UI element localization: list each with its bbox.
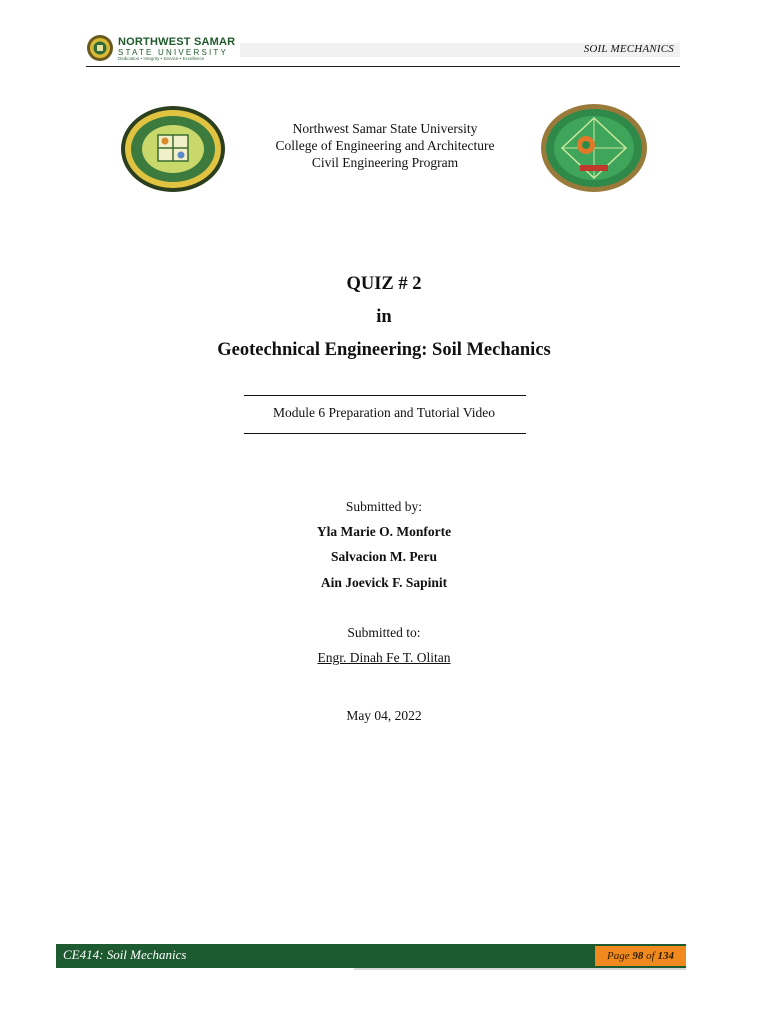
header-logo-subtitle: STATE UNIVERSITY	[118, 48, 229, 57]
page-current: 98	[632, 950, 644, 962]
header-logo-name: NORTHWEST SAMAR	[118, 36, 236, 48]
university-name: Northwest Samar State University	[292, 121, 478, 136]
title-in: in	[376, 307, 392, 327]
header-course-title: SOIL MECHANICS	[583, 43, 674, 55]
footer-shadow-line	[354, 968, 686, 970]
footer-course: CE414: Soil Mechanics	[63, 947, 187, 962]
header-logo-motto: Dedication • Integrity • Service • Excellence	[118, 56, 205, 61]
submitter-name: Yla Marie O. Monforte	[316, 524, 452, 539]
submitted-to-label: Submitted to:	[347, 625, 421, 640]
module-rule-top	[244, 395, 526, 396]
header-divider	[86, 66, 680, 67]
header-university-logo	[86, 34, 238, 64]
page-word: Page	[607, 950, 630, 962]
institution-block	[200, 120, 570, 171]
university-seal-small-icon	[86, 34, 114, 62]
instructor-name: Engr. Dinah Fe T. Olitan	[317, 650, 451, 665]
page-number-badge	[595, 946, 686, 966]
college-seal-icon	[540, 103, 648, 193]
quiz-title: QUIZ # 2	[346, 274, 422, 294]
submitted-by-label: Submitted by:	[345, 499, 423, 514]
submitter-name: Ain Joevick F. Sapinit	[320, 575, 448, 590]
module-rule-bottom	[244, 433, 526, 434]
subject-title: Geotechnical Engineering: Soil Mechanics	[217, 340, 551, 360]
page-total: 134	[657, 950, 674, 962]
submission-date: May 04, 2022	[346, 708, 422, 723]
page-of: of	[646, 950, 655, 962]
submitter-name: Salvacion M. Peru	[330, 549, 438, 564]
college-name: College of Engineering and Architecture	[275, 138, 495, 153]
program-name: Civil Engineering Program	[311, 155, 459, 170]
module-title: Module 6 Preparation and Tutorial Video	[272, 405, 496, 420]
